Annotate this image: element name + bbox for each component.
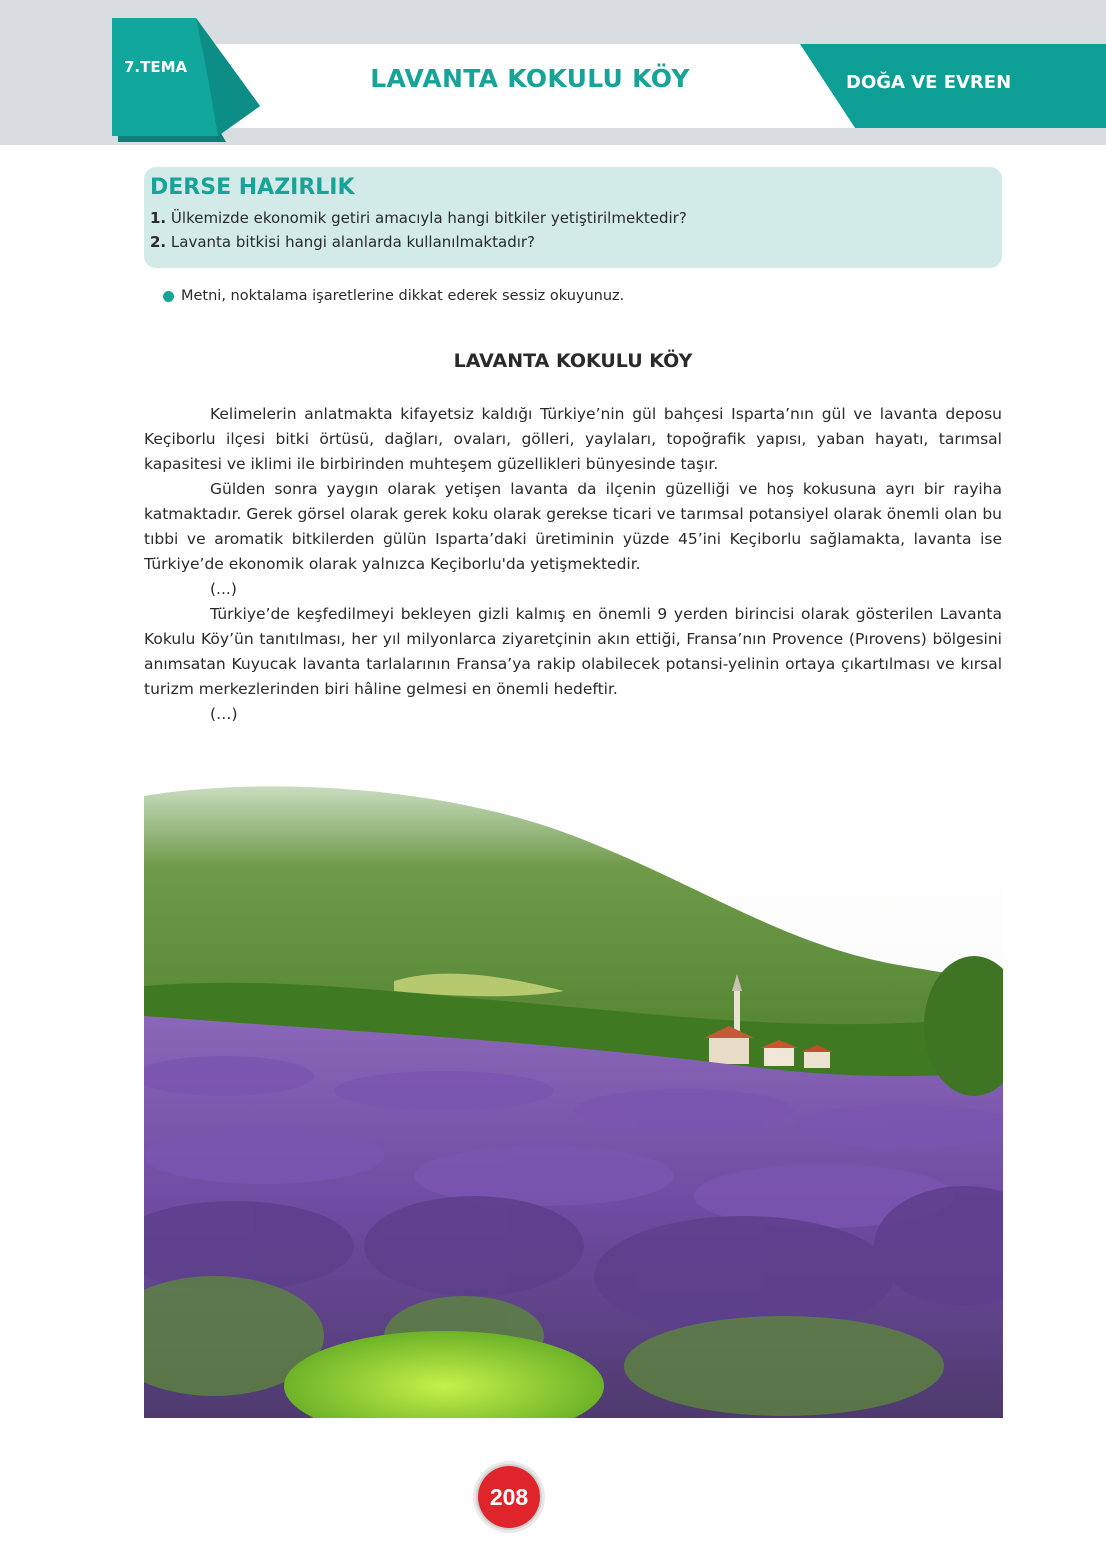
article-body [144,402,1002,727]
prep-heading: DERSE HAZIRLIK [150,175,355,200]
prep-question [150,230,990,254]
lavender-field-photo [144,776,1003,1418]
paragraph: Kelimelerin anlatmakta kifayetsiz kaldığı Türkiye’nin gül bahçesi Isparta’nın gül ve lavanta deposu Keçiborlu ilçesi bitki örtüsü, dağları, ovaları, gölleri, yaylaları, topoğrafik yapısı, yaban hayatı, tarımsal kapasitesi ve iklimi ile birbirinden muhteşem güzellikleri bünyesinde taşır. [144,405,1002,473]
page-number: 208 [478,1466,540,1528]
question-number: 1. [150,209,167,227]
question-text: Lavanta bitkisi hangi alanlarda kullanılmaktadır? [170,233,536,251]
section-label: DOĞA VE EVREN [846,72,1012,93]
instruction [163,288,624,304]
paragraph: Gülden sonra yaygın olarak yetişen lavanta da ilçenin güzelliği ve hoş kokusuna ayrı bir rayiha katmaktadır. Gerek görsel olarak gerek koku olarak gerekse ticari ve tarımsal potansiyel olarak önemli olan bu tıbbi ve aromatik bitkilerden gülün Isparta’daki üretiminin yüzde 45’ini Keçiborlu sağlamakta, lavanta ise Türkiye’de ekonomik olarak yalnızca Keçiborlu'da yetişmektedir. [144,480,1002,573]
prep-box [144,167,1002,268]
page-title: LAVANTA KOKULU KÖY [370,64,690,93]
tema-ribbon-icon [108,18,268,142]
paragraph: Türkiye’de keşfedilmeyi bekleyen gizli kalmış en önemli 9 yerden birincisi olarak gösterilen Lavanta Kokulu Köy’ün tanıtılması, her yıl milyonlarca ziyaretçinin akın ettiği, Fransa’nın Provence (Pırovens) bölgesini anımsatan Kuyucak lavanta tarlalarının Fransa’ya rakip olabilecek potansi-yelinin ortaya çıkartılması ve kırsal turizm merkezlerinden biri hâline gelmesi en önemli hedeftir. [144,605,1002,698]
paragraph: (…) [210,705,238,723]
prep-question [150,206,990,230]
article-title: LAVANTA KOKULU KÖY [453,350,693,372]
lavender-field-illustration [144,776,1003,1418]
tema-label: 7.TEMA [124,58,188,76]
bullet-icon [163,291,174,302]
instruction-text: Metni, noktalama işaretlerine dikkat ederek sessiz okuyunuz. [181,288,625,304]
paragraph: (...) [210,580,237,598]
question-number: 2. [150,233,167,251]
question-text: Ülkemizde ekonomik getiri amacıyla hangi bitkiler yetiştirilmektedir? [170,209,687,227]
